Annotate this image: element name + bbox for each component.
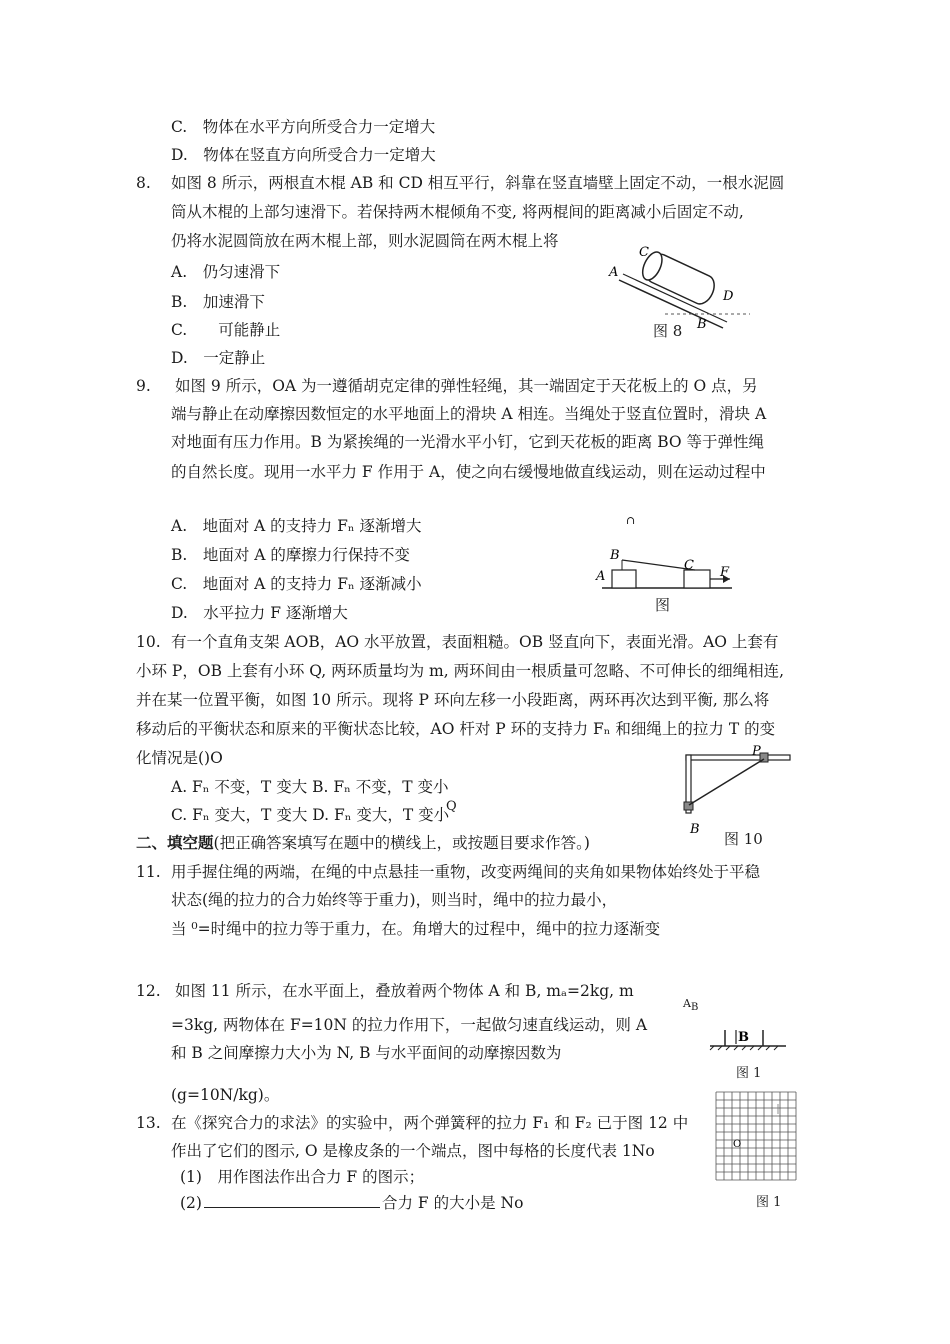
q8-stem-line3: 仍将水泥圆筒放在两木棍上部，则水泥圆筒在两木棍上将	[171, 232, 559, 250]
q8-option-c: C. 可能静止	[171, 321, 281, 339]
q12-stem-line4: (g=10N/kg)。	[171, 1086, 280, 1104]
fig11-caption: 图 1	[736, 1066, 762, 1081]
fig8-label-c: C	[639, 245, 649, 260]
q9-stem-line4: 的自然长度。现用一水平力 F 作用于 A，使之向右缓慢地做直线运动，则在运动过程中	[171, 463, 766, 481]
q9-option-a: A. 地面对 A 的支持力 Fₙ 逐渐增大	[171, 517, 422, 535]
fig12-label-o: O	[733, 1139, 742, 1150]
fig9-caption: 图	[655, 596, 671, 614]
q13-stem-line2: 作出了它们的图示, O 是橡皮条的一个端点，图中每格的长度代表 1No	[171, 1142, 655, 1160]
q13-number: 13.	[136, 1114, 161, 1132]
q9-option-c: C. 地面对 A 的支持力 Fₙ 逐渐减小	[171, 575, 422, 593]
fig9-label-b: B	[610, 548, 620, 563]
fig9-label-a: A	[596, 569, 606, 584]
q10-stem-line3: 并在某一位置平衡，如图 10 所示。现将 P 环向左移一小段距离，两环再次达到平衡, 那么将	[136, 691, 770, 709]
q8-stem-line1: 如图 8 所示，两根直木棍 AB 和 CD 相互平行，斜靠在竖直墙壁上固定不动，一根水泥圆	[171, 174, 785, 192]
fig8-caption: 图 8	[653, 322, 683, 340]
fig10-caption: 图 10	[724, 830, 763, 848]
q11-stem-line1: 用手握住绳的两端，在绳的中点悬挂一重物，改变两绳间的夹角如果物体始终处于平稳	[171, 863, 761, 881]
fig10-label-p: P	[752, 745, 761, 759]
q11-stem-line2: 状态(绳的拉力的合力始终等于重力)，则当时，绳中的拉力最小，	[171, 891, 618, 909]
q10-options-cd: C. Fₙ 变大，T 变大 D. Fₙ 变大，T 变小	[171, 806, 450, 824]
fig11-label-a: $A_B$	[683, 997, 699, 1014]
q13-stem-line1: 在《探究合力的求法》的实验中，两个弹簧秤的拉力 F₁ 和 F₂ 已于图 12 中	[171, 1114, 689, 1132]
q10-stem-line1: 有一个直角支架 AOB，AO 水平放置，表面粗糙。OB 竖直向下，表面光滑。AO 上套有	[171, 633, 779, 651]
figure-12-grid	[714, 1090, 804, 1190]
q10-stem-line4: 移动后的平衡状态和原来的平衡状态比较，AO 杆对 P 环的支持力 Fₙ 和细绳上的拉力 T 的变	[136, 720, 776, 738]
fig10-label-b: B	[690, 822, 700, 837]
section2-heading	[136, 833, 590, 853]
figure-10-right-angle-frame	[680, 745, 800, 837]
q13-sub1: (1) 用作图法作出合力 F 的图示；	[180, 1168, 425, 1186]
q9-stem-line3: 对地面有压力作用。B 为紧挨绳的一光滑水平小钉，它到天花板的距离 BO 等于弹性绳	[171, 433, 765, 451]
q11-stem-line3: 当 ⁰=时绳中的拉力等于重力，在。角增大的过程中，绳中的拉力逐渐变	[171, 920, 661, 938]
fig9-label-o: ∩	[626, 514, 636, 527]
q12-number: 12.	[136, 982, 161, 1000]
fig11-label-b: B	[738, 1030, 749, 1045]
q13-answer-blank[interactable]	[204, 1193, 380, 1208]
q9-stem-line2: 端与静止在动摩擦因数恒定的水平地面上的滑块 A 相连。当绳处于竖直位置时，滑块 A	[171, 405, 767, 423]
q8-number: 8.	[136, 174, 151, 192]
q9-number: 9.	[136, 377, 151, 395]
figure-11-stacked-blocks	[708, 1025, 788, 1051]
q10-stem-line5: 化情况是()O	[136, 749, 223, 767]
fig9-label-f: F	[720, 565, 730, 580]
q9-option-b: B. 地面对 A 的摩擦力行保持不变	[171, 546, 410, 564]
q7-option-c: C. 物体在水平方向所受合力一定增大	[171, 118, 436, 136]
q10-number: 10.	[136, 633, 161, 651]
q12-stem-line3: 和 B 之间摩擦力大小为 N, B 与水平面间的动摩擦因数为	[171, 1044, 562, 1062]
fig8-label-a: A	[609, 265, 619, 280]
section2-title: 二、填空题	[136, 833, 214, 852]
q7-option-d: D. 物体在竖直方向所受合力一定增大	[171, 146, 436, 164]
q13-sub2: (2) 合力 F 的大小是 No	[180, 1194, 524, 1212]
q8-stem-line2: 筒从木棍的上部匀速滑下。若保持两木棍倾角不变, 将两棍间的距离减小后固定不动,	[171, 203, 744, 221]
figure-9-sliding-block	[592, 510, 742, 590]
section2-note: (把正确答案填写在题中的横线上，或按题目要求作答。)	[213, 834, 590, 852]
q8-option-b: B. 加速滑下	[171, 293, 265, 311]
fig8-label-d: D	[723, 289, 734, 304]
fig12-caption: 图 1	[756, 1195, 782, 1210]
q9-stem-line1: 如图 9 所示，OA 为一遵循胡克定律的弹性轻绳，其一端固定于天花板上的 O 点，另	[175, 377, 758, 395]
q11-number: 11.	[136, 863, 161, 881]
q10-options-ab: A. Fₙ 不变，T 变大 B. Fₙ 不变，T 变小	[171, 778, 449, 796]
q10-q-mark: Q	[446, 799, 457, 814]
fig9-label-c: C	[684, 558, 694, 573]
q8-option-a: A. 仍匀速滑下	[171, 263, 281, 281]
q12-stem-line1: 如图 11 所示，在水平面上，叠放着两个物体 A 和 B, mₐ=2kg, m	[175, 982, 634, 1000]
q12-stem-line2: =3kg, 两物体在 F=10N 的拉力作用下，一起做匀速直线运动，则 A	[171, 1016, 648, 1034]
q9-option-d: D. 水平拉力 F 逐渐增大	[171, 604, 348, 622]
q8-option-d: D. 一定静止	[171, 349, 266, 367]
fig8-label-b: B	[697, 317, 707, 332]
q10-stem-line2: 小环 P，OB 上套有小环 Q, 两环质量均为 m, 两环间由一根质量可忽略、不可伸长的细绳相连,	[136, 662, 785, 680]
